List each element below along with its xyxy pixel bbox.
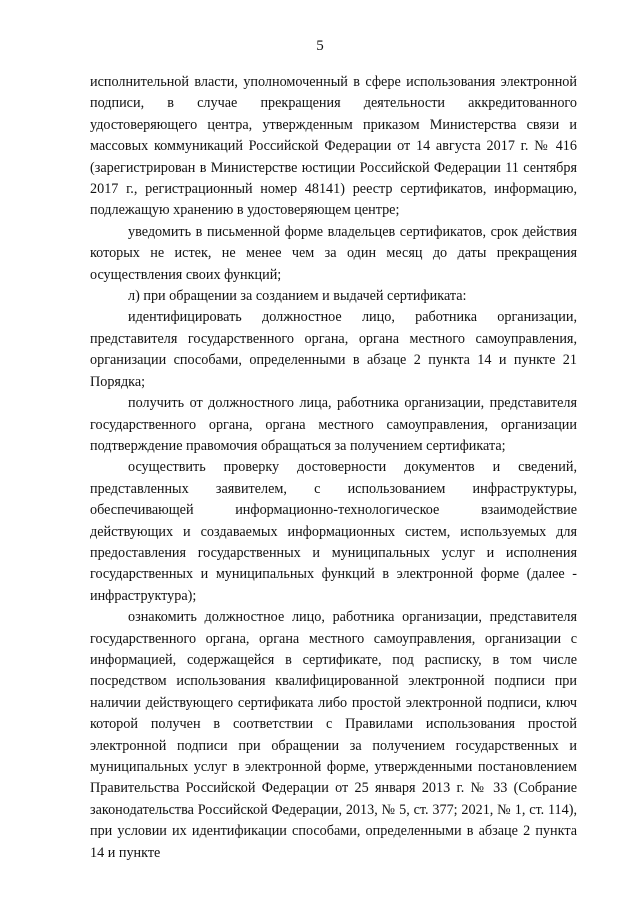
paragraph-continuation: исполнительной власти, уполномоченный в сфере использования электронной подписи, в случае прекращения деятельности аккредитованного удостоверяющего центра, утвержденным приказом Министерства связи и массовых коммуникаций Российской Федерации от 14 августа 2017 г. № 416 (зарегистрирован в Министерстве юстиции Российской Федерации 11 сентября 2017 г., регистрационный номер 48141) реестр сертификатов, информацию, подлежащую хранению в удостоверяющем центре; [90, 74, 577, 219]
paragraph-notify-owners: уведомить в письменной форме владельцев сертификатов, срок действия которых не истек, не менее чем за один месяц до даты прекращения осуществления своих функций; [90, 223, 577, 283]
page-number: 5 [316, 38, 324, 54]
paragraph-item-l: л) при обращении за созданием и выдачей сертификата: [128, 288, 467, 305]
paragraph-familiarize: ознакомить должностное лицо, работника организации, представителя государственного органа, органа местного самоуправления, организации с информацией, содержащейся в сертификате, под расписку, в том числе посредством использования квалифицированной электронной подписи при наличии действующего сертификата либо простой электронной подписи, ключ которой получен в соответствии с Правилами использования простой электронной подписи при обращении за получением государственных и муниципальных услуг в электронной форме, утвержденными постановлением Правительства Российской Федерации от 25 января 2013 г. № 33 (Собрание законодательства Российской Федерации, 2013, № 5, ст. 377; 2021, № 1, ст. 114), при условии их идентификации способами, определенными в абзаце 2 пункта 14 и пункте [90, 609, 577, 861]
paragraph-verify-documents: осуществить проверку достоверности документов и сведений, представленных заявителем, с использованием инфраструктуры, обеспечивающей информационно-технологическое взаимодействие действующих и создаваемых информационных систем, используемых для предоставления государственных и муниципальных услуг и исполнения государственных и муниципальных функций в электронной форме (далее - инфраструктура); [90, 459, 577, 604]
paragraph-obtain-authority: получить от должностного лица, работника организации, представителя государственного органа, органа местного самоуправления, организации подтверждение правомочия обращаться за получением сертификата; [90, 395, 577, 454]
paragraph-identify-official: идентифицировать должностное лицо, работника организации, представителя государственного органа, органа местного самоуправления, организации способами, определенными в абзаце 2 пункта 14 и пункте 21 Порядка; [90, 309, 577, 390]
document-body [90, 72, 577, 864]
